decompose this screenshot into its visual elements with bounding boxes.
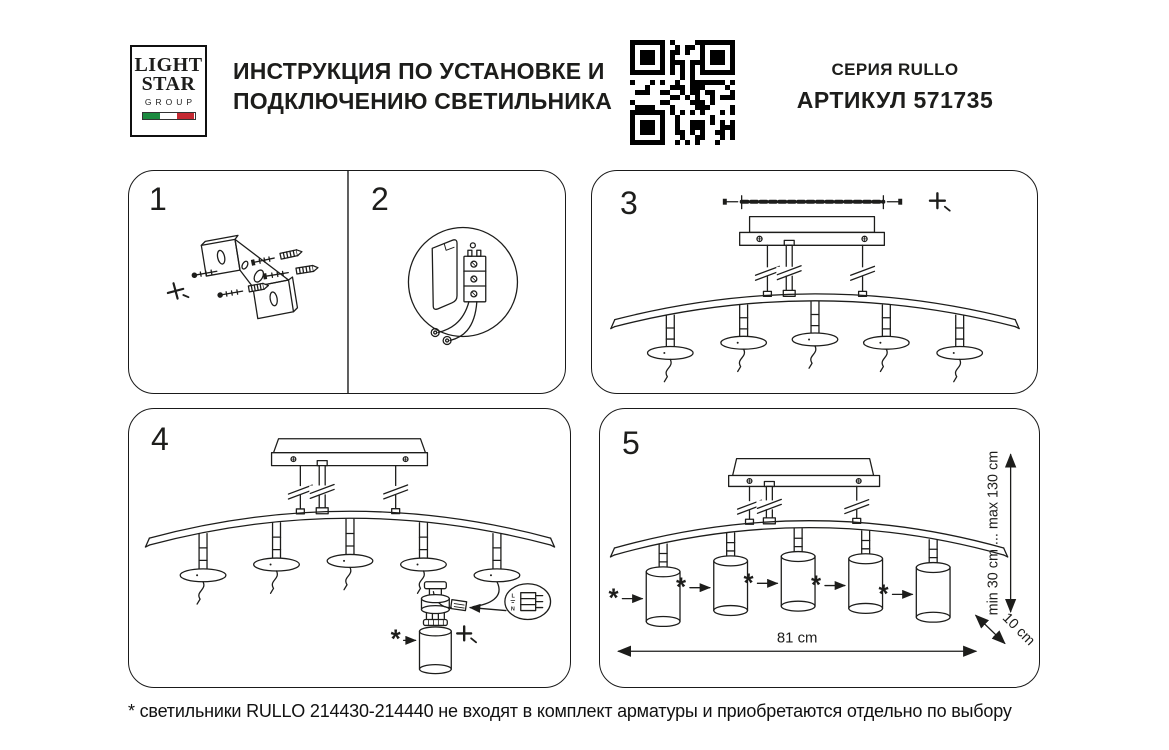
height-dimension-label: min 30 cm ... max 130 cm bbox=[985, 450, 1002, 616]
phillips-screw-icon bbox=[166, 280, 189, 302]
step-panel-3 bbox=[591, 170, 1038, 394]
phillips-screw-icon bbox=[930, 193, 950, 210]
step-panel-5 bbox=[599, 408, 1040, 688]
terminal-detail-bubble bbox=[505, 584, 551, 620]
page-title bbox=[233, 56, 612, 116]
width-dimension-label: 81 cm bbox=[776, 630, 818, 647]
logo-word-group: GROUP bbox=[144, 97, 197, 107]
phillips-screw-icon bbox=[457, 626, 476, 642]
step-number-3: 3 bbox=[620, 185, 638, 221]
step-panel-1-2 bbox=[128, 170, 566, 394]
flag-red-stripe bbox=[177, 113, 194, 119]
shade-attachment-diagram bbox=[145, 439, 554, 674]
product-identity bbox=[750, 60, 1040, 114]
width-dimension bbox=[618, 630, 975, 651]
assembled-fixture-diagram bbox=[608, 451, 1037, 651]
footnote: * светильники RULLO 214430-214440 не входят в комплект арматуры и приобретаются отдельно по выбору bbox=[128, 701, 1012, 721]
title-line-1: ИНСТРУКЦИЯ ПО УСТАНОВКЕ И bbox=[233, 58, 605, 84]
step-number-2: 2 bbox=[371, 181, 389, 217]
logo-word-star: STAR bbox=[141, 73, 196, 95]
flag-green-stripe bbox=[143, 113, 160, 119]
step-panel-4 bbox=[128, 408, 571, 688]
svg-text:*: * bbox=[675, 573, 687, 602]
article-label: АРТИКУЛ 571735 bbox=[796, 87, 994, 113]
plug-connector bbox=[451, 600, 467, 611]
lamp-shade-cylinder bbox=[419, 627, 451, 674]
step-number-5: 5 bbox=[622, 425, 640, 461]
italian-flag-icon bbox=[142, 112, 196, 120]
flag-white-stripe bbox=[160, 113, 177, 119]
lightstar-logo bbox=[130, 45, 207, 137]
step-number-4: 4 bbox=[151, 421, 169, 457]
wiring-detail-diagram bbox=[408, 227, 517, 344]
title-line-2: ПОДКЛЮЧЕНИЮ СВЕТИЛЬНИКА bbox=[233, 88, 613, 114]
bracket-diagram bbox=[166, 235, 319, 318]
qr-code bbox=[630, 40, 735, 145]
svg-text:*: * bbox=[811, 571, 822, 600]
terminal-label-l: L bbox=[511, 593, 515, 600]
logo-word-light: LIGHT bbox=[134, 54, 203, 76]
svg-text:*: * bbox=[743, 569, 754, 598]
lamp-holder bbox=[421, 582, 449, 626]
series-label: СЕРИЯ RULLO bbox=[831, 60, 959, 79]
svg-text:*: * bbox=[878, 580, 889, 609]
terminal-label-n: N bbox=[510, 606, 515, 613]
svg-text:*: * bbox=[608, 584, 619, 613]
depth-dimension-label: 10 cm bbox=[998, 610, 1038, 650]
step-number-1: 1 bbox=[149, 181, 167, 217]
height-dimension bbox=[986, 451, 1011, 616]
ceiling-mount-diagram bbox=[611, 193, 1019, 381]
asterisk-marker: * bbox=[390, 625, 401, 654]
